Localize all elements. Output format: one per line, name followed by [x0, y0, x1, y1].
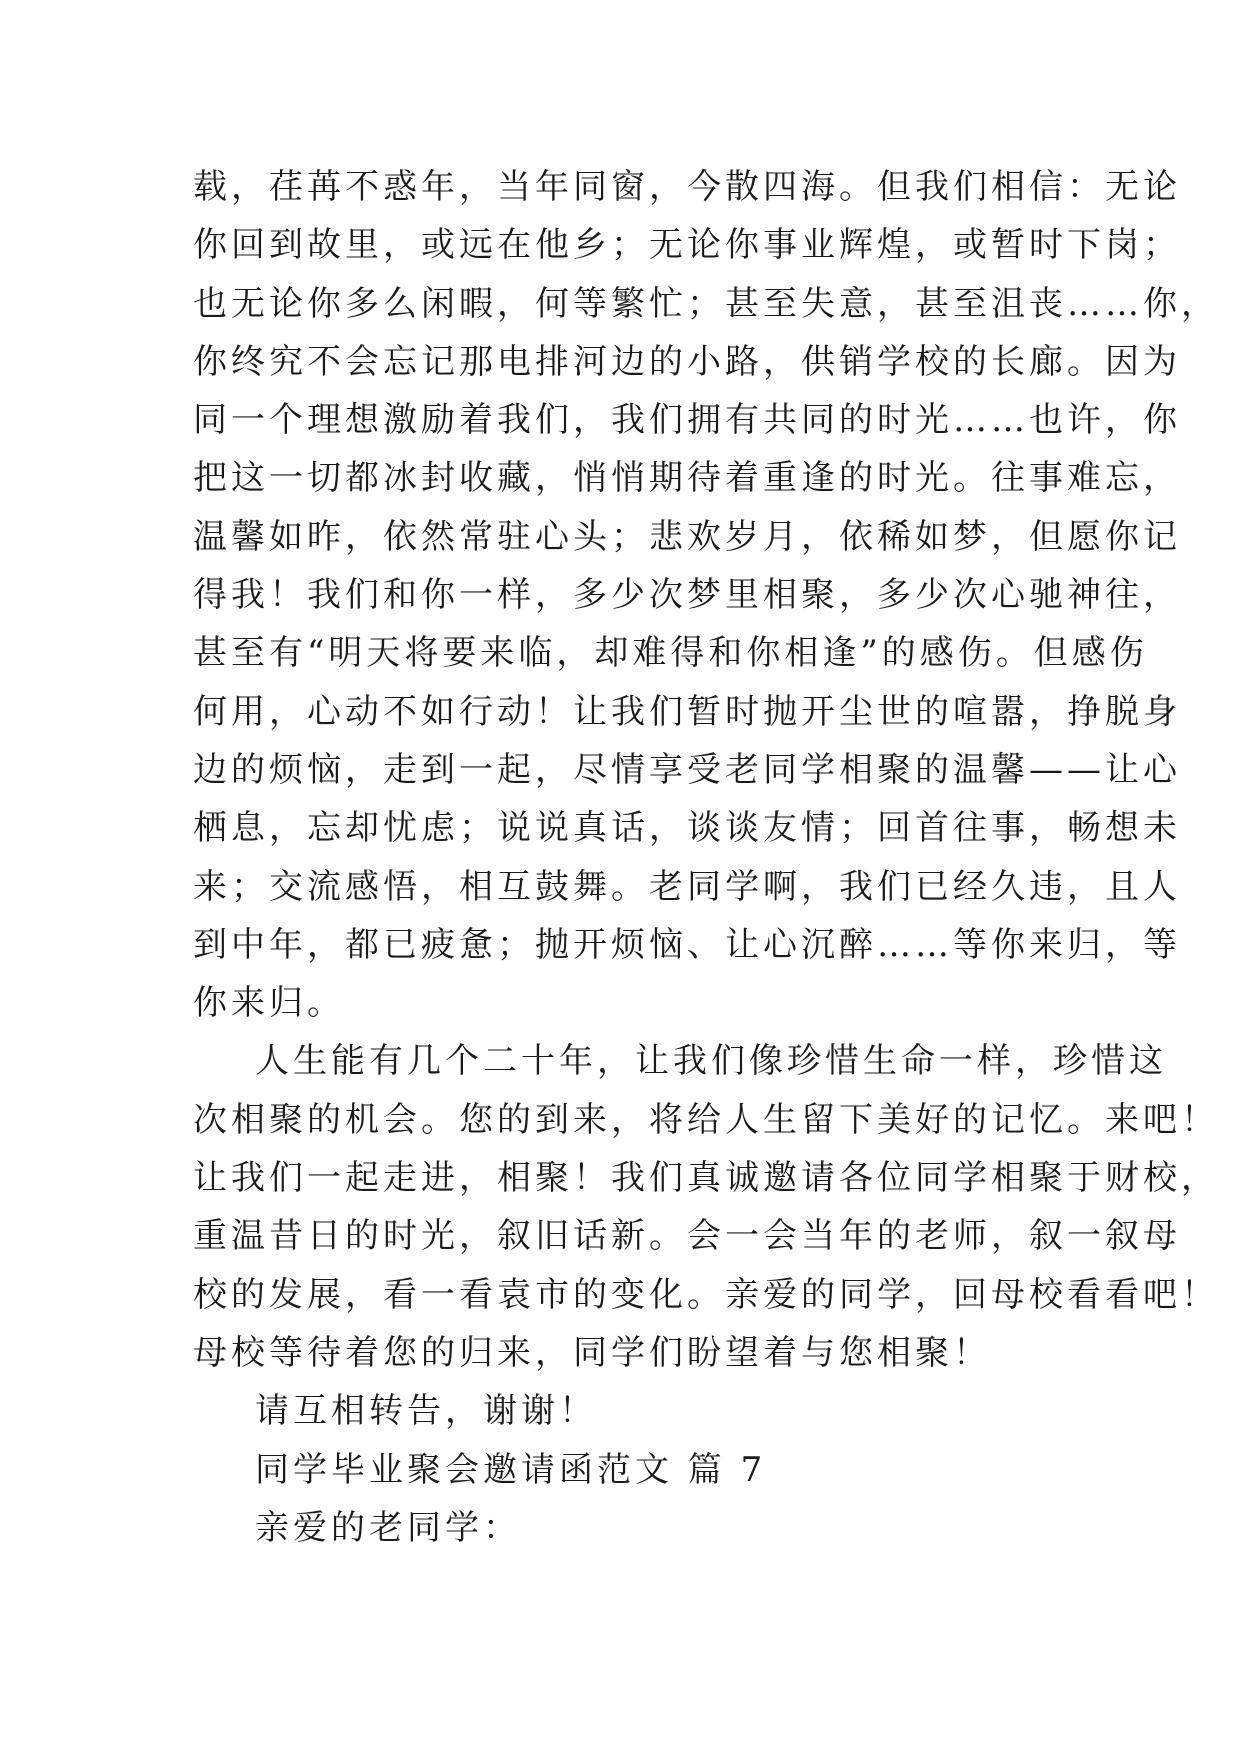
text-line: 何用，心动不如行动！让我们暂时抛开尘世的喧嚣，挣脱身 [193, 691, 1181, 732]
text-line: 载，荏苒不惑年，当年同窗，今散四海。但我们相信：无论 [193, 167, 1181, 207]
paragraph-1 [193, 158, 1219, 1032]
text-line: 你终究不会忘记那电排河边的小路，供销学校的长廊。因为 [193, 341, 1181, 382]
salutation: 亲爱的老同学： [255, 1507, 521, 1548]
closing-line: 请互相转告，谢谢！ [255, 1391, 597, 1432]
text-line: 次相聚的机会。您的到来，将给人生留下美好的记忆。来吧！ [193, 1099, 1219, 1140]
text-line: 栖息，忘却忧虑；说说真话，谈谈友情；回首往事，畅想未 [193, 808, 1181, 849]
paragraph-2 [193, 1032, 1219, 1382]
text-line: 母校等待着您的归来，同学们盼望着与您相聚！ [193, 1332, 991, 1373]
section-heading: 同学毕业聚会邀请函范文 篇 7 [255, 1449, 767, 1490]
text-line: 同一个理想激励着我们，我们拥有共同的时光……也许，你 [193, 400, 1181, 441]
text-line: 来；交流感悟，相互鼓舞。老同学啊，我们已经久违，且人 [193, 866, 1181, 907]
text-line: 校的发展，看一看袁市的变化。亲爱的同学，回母校看看吧！ [193, 1274, 1219, 1315]
text-line: 人生能有几个二十年，让我们像珍惜生命一样，珍惜这 [255, 1041, 1167, 1082]
document-body [193, 158, 1219, 1557]
text-line: 你来归。 [193, 983, 345, 1024]
text-line: 把这一切都冰封收藏，悄悄期待着重逢的时光。往事难忘， [193, 458, 1181, 499]
text-line: 重温昔日的时光，叙旧话新。会一会当年的老师，叙一叙母 [193, 1216, 1181, 1257]
text-line: 到中年，都已疲惫；抛开烦恼、让心沉醉……等你来归，等 [193, 924, 1181, 965]
text-line: 边的烦恼，走到一起，尽情享受老同学相聚的温馨——让心 [193, 749, 1181, 790]
text-line: 温馨如昨，依然常驻心头；悲欢岁月，依稀如梦，但愿你记 [193, 516, 1181, 557]
text-line: 得我！我们和你一样，多少次梦里相聚，多少次心驰神往， [193, 575, 1181, 616]
text-line: 也无论你多么闲暇，何等繁忙；甚至失意，甚至沮丧……你， [193, 283, 1219, 324]
text-line: 甚至有“明天将要来临，却难得和你相逢”的感伤。但感伤 [193, 633, 1148, 674]
text-line: 你回到故里，或远在他乡；无论你事业辉煌，或暂时下岗； [193, 225, 1181, 266]
text-line: 让我们一起走进，相聚！我们真诚邀请各位同学相聚于财校， [193, 1158, 1219, 1199]
